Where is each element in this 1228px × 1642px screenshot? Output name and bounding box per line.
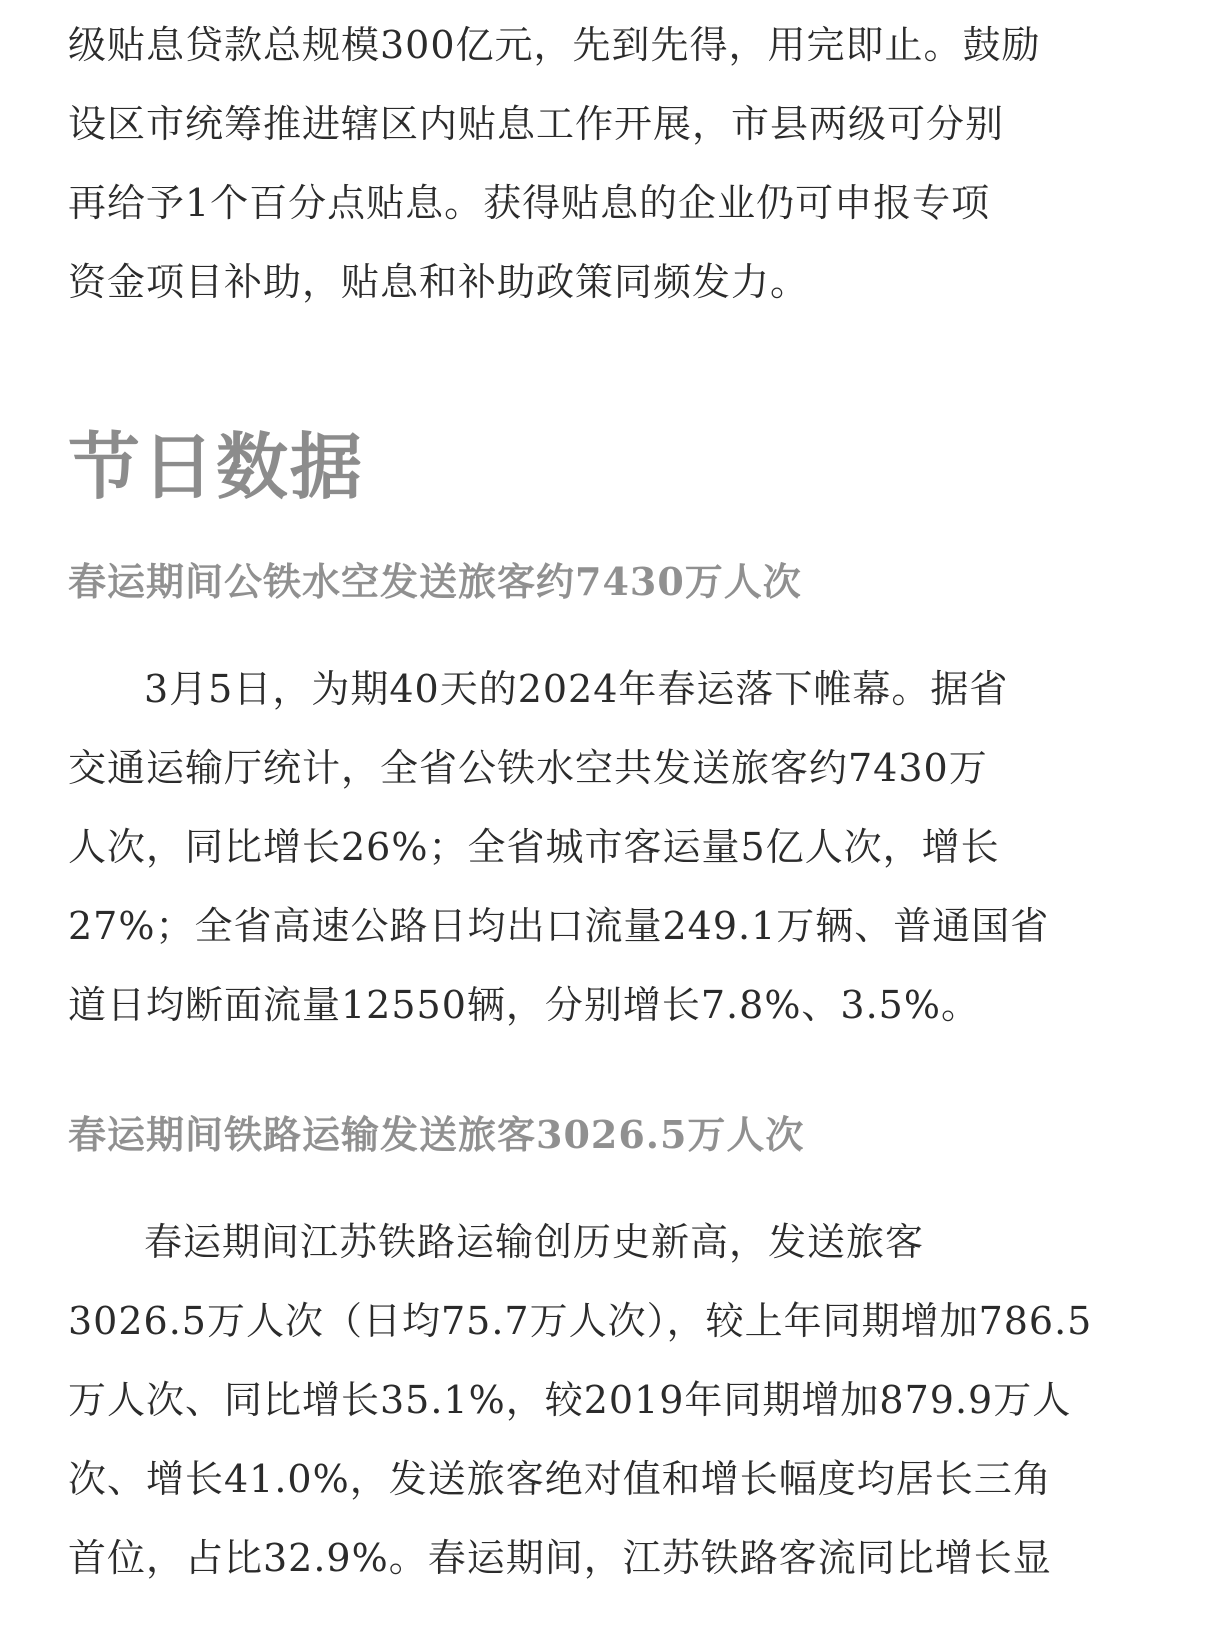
intro-paragraph (68, 6, 1160, 322)
article-2-paragraph (68, 1203, 1160, 1598)
article-1-line-1: 3月5日，为期40天的2024年春运落下帷幕。据省 (144, 667, 1009, 711)
section-title: 节日数据 (68, 425, 365, 509)
article-1-line-4: 27%；全省高速公路日均出口流量249.1万辆、普通国省 (68, 904, 1050, 948)
article-2-line-2: 3026.5万人次（日均75.7万人次），较上年同期增加786.5 (68, 1299, 1093, 1343)
article-2-line-3: 万人次、同比增长35.1%，较2019年同期增加879.9万人 (68, 1378, 1072, 1422)
intro-line-1: 级贴息贷款总规模300亿元，先到先得，用完即止。鼓励 (68, 23, 1041, 67)
article-2-title: 春运期间铁路运输发送旅客3026.5万人次 (68, 1112, 805, 1157)
intro-line-4: 资金项目补助，贴息和补助政策同频发力。 (68, 260, 810, 304)
document-page (68, 0, 1160, 1598)
article-1-line-2: 交通运输厅统计，全省公铁水空共发送旅客约7430万 (68, 746, 988, 790)
intro-line-3: 再给予1个百分点贴息。获得贴息的企业仍可申报专项 (68, 181, 991, 225)
article-2-line-4: 次、增长41.0%，发送旅客绝对值和增长幅度均居长三角 (68, 1457, 1052, 1501)
article-2-line-1: 春运期间江苏铁路运输创历史新高，发送旅客 (144, 1220, 925, 1264)
article-1-line-5: 道日均断面流量12550辆，分别增长7.8%、3.5%。 (68, 983, 980, 1027)
article-1-paragraph (68, 650, 1160, 1045)
article-1-title: 春运期间公铁水空发送旅客约7430万人次 (68, 559, 802, 604)
article-1-line-3: 人次，同比增长26%；全省城市客运量5亿人次，增长 (68, 825, 1000, 869)
article-2-line-5: 首位，占比32.9%。春运期间，江苏铁路客流同比增长显 (68, 1536, 1052, 1580)
intro-line-2: 设区市统筹推进辖区内贴息工作开展，市县两级可分别 (68, 102, 1005, 146)
